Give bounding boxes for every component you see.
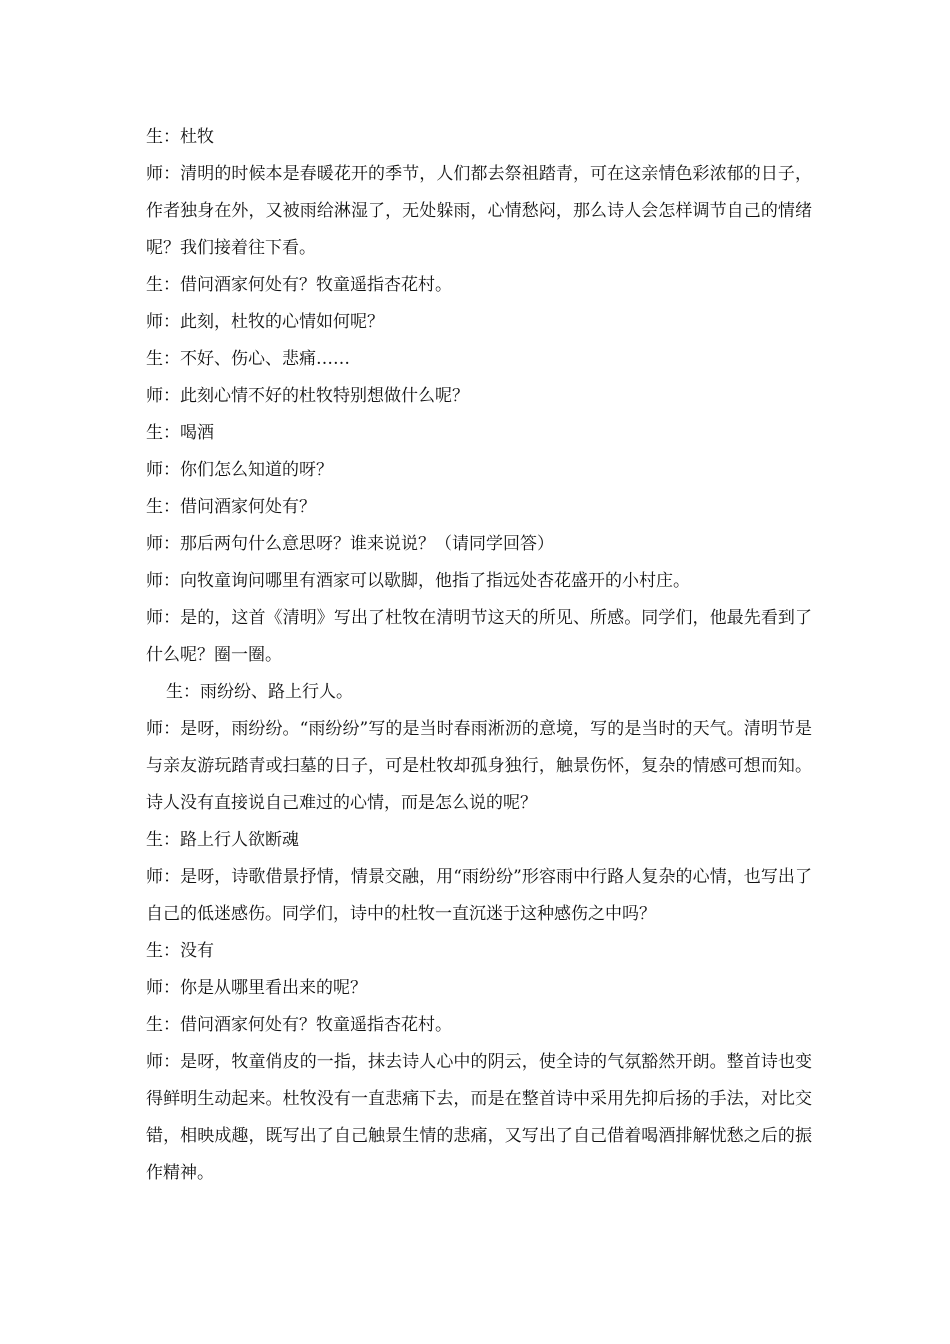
paragraph-9: 生：借问酒家何处有？ xyxy=(146,497,316,517)
paragraph-19: 生：借问酒家何处有？牧童遥指杏花村。 xyxy=(146,1015,452,1035)
paragraph-8: 师：你们怎么知道的呀？ xyxy=(146,460,333,480)
paragraph-12: 师：是的，这首《清明》写出了杜牧在清明节这天的所见、所感。同学们，他最先看到了什么呢？圈一圈。 xyxy=(146,608,812,665)
paragraph-14: 师：是呀，雨纷纷。“雨纷纷”写的是当时春雨淅沥的意境，写的是当时的天气。清明节是与亲友游玩踏青或扫墓的日子，可是杜牧却孤身独行，触景伤怀，复杂的情感可想而知。诗人没有直接说自己难过的心情，而是怎么说的呢？ xyxy=(146,719,812,813)
paragraph-5: 生：不好、伤心、悲痛…… xyxy=(146,349,350,369)
paragraph-17: 生：没有 xyxy=(146,941,214,961)
paragraph-7: 生：喝酒 xyxy=(146,423,214,443)
paragraph-11: 师：向牧童询问哪里有酒家可以歇脚，他指了指远处杏花盛开的小村庄。 xyxy=(146,571,690,591)
paragraph-18: 师：你是从哪里看出来的呢？ xyxy=(146,978,367,998)
paragraph-6: 师：此刻心情不好的杜牧特别想做什么呢？ xyxy=(146,386,469,406)
paragraph-15: 生：路上行人欲断魂 xyxy=(146,830,299,850)
paragraph-13: 生：雨纷纷、路上行人。 xyxy=(166,682,353,702)
paragraph-16: 师：是呀，诗歌借景抒情，情景交融，用“雨纷纷”形容雨中行路人复杂的心情，也写出了自己的低迷感伤。同学们，诗中的杜牧一直沉迷于这种感伤之中吗？ xyxy=(146,867,812,924)
paragraph-20: 师：是呀，牧童俏皮的一指，抹去诗人心中的阴云，使全诗的气氛豁然开朗。整首诗也变得鲜明生动起来。杜牧没有一直悲痛下去，而是在整首诗中采用先抑后扬的手法，对比交错，相映成趣，既写出了自己触景生情的悲痛，又写出了自己借着喝酒排解忧愁之后的振作精神。 xyxy=(146,1052,812,1183)
paragraph-2: 师：清明的时候本是春暖花开的季节，人们都去祭祖踏青，可在这亲情色彩浓郁的日子，作者独身在外，又被雨给淋湿了，无处躲雨，心情愁闷，那么诗人会怎样调节自己的情绪呢？我们接着往下看。 xyxy=(146,164,812,258)
paragraph-10: 师：那后两句什么意思呀？谁来说说？（请同学回答） xyxy=(146,534,554,554)
paragraph-1: 生：杜牧 xyxy=(146,127,214,147)
document-body xyxy=(146,119,812,1192)
paragraph-4: 师：此刻，杜牧的心情如何呢？ xyxy=(146,312,384,332)
paragraph-3: 生：借问酒家何处有？牧童遥指杏花村。 xyxy=(146,275,452,295)
